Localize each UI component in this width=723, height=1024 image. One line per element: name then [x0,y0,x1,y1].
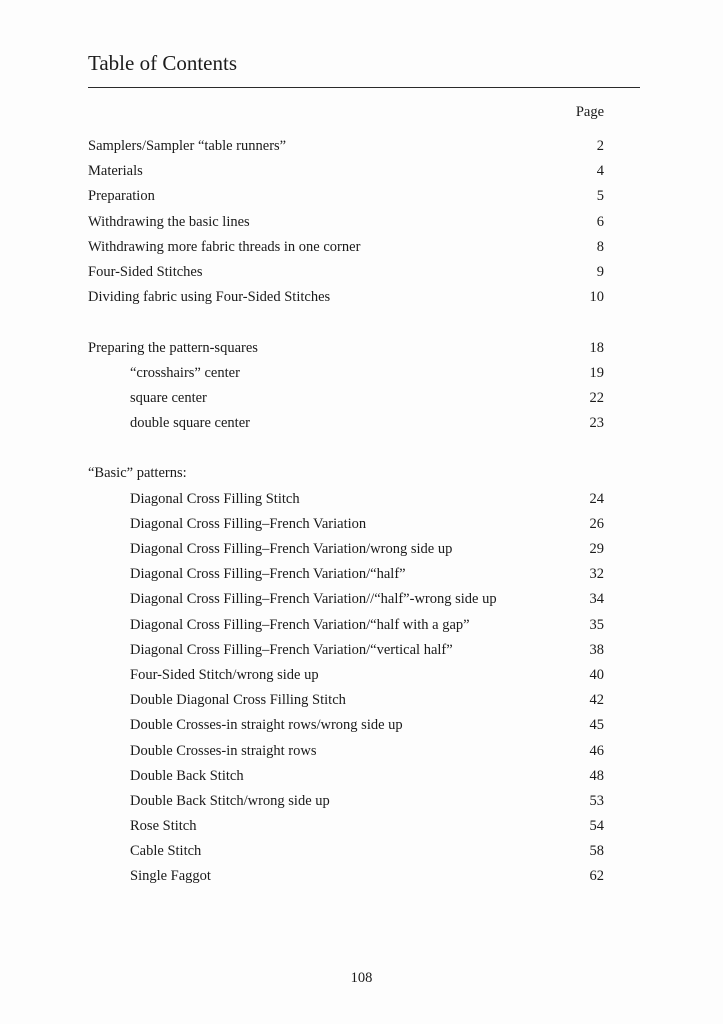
toc-subentry[interactable] [88,715,604,740]
toc-entry-title: Double Crosses-in straight rows [130,742,317,759]
toc-entry[interactable] [88,338,604,363]
toc-entry[interactable] [88,212,604,237]
toc-subentry[interactable] [88,514,604,539]
toc-subentry[interactable] [88,564,604,589]
table-of-contents [88,136,604,892]
toc-subentry[interactable] [88,816,604,841]
toc-entry-page: 10 [589,289,604,306]
toc-entry-page: 53 [589,792,604,809]
toc-entry-page: 62 [589,868,604,885]
toc-subentry[interactable] [88,866,604,891]
toc-entry-title: Materials [88,163,143,180]
toc-entry[interactable] [88,136,604,161]
section-spacer [88,438,604,463]
toc-subentry[interactable] [88,363,604,388]
toc-entry-title: Four-Sided Stitches [88,263,203,280]
toc-entry-page: 46 [589,742,604,759]
section-spacer [88,312,604,337]
toc-entry-page: 18 [589,339,604,356]
toc-entry-page: 40 [589,666,604,683]
toc-entry-page: 42 [589,692,604,709]
toc-entry-page: 32 [589,566,604,583]
toc-entry-page: 5 [596,188,604,205]
toc-entry-title: Preparing the pattern-squares [88,339,258,356]
toc-entry-title: Diagonal Cross Filling Stitch [130,490,300,507]
toc-subentry[interactable] [88,841,604,866]
toc-entry-title: Rose Stitch [130,818,197,835]
toc-subentry[interactable] [88,665,604,690]
toc-entry-title: Withdrawing more fabric threads in one corner [88,238,361,255]
toc-subentry[interactable] [88,690,604,715]
toc-entry-title: Samplers/Sampler “table runners” [88,138,287,154]
toc-subentry[interactable] [88,766,604,791]
toc-entry-title: Diagonal Cross Filling–French Variation/wrong side up [130,541,453,557]
toc-subentry[interactable] [88,640,604,665]
toc-entry-title: Diagonal Cross Filling–French Variation/“vertical half” [130,641,453,658]
toc-entry-title: Diagonal Cross Filling–French Variation/“half” [130,566,406,583]
toc-entry-page: 54 [589,818,604,835]
toc-entry-title: Double Crosses-in straight rows/wrong side up [130,717,403,734]
toc-entry-page: 23 [589,415,604,432]
toc-entry-title: Dividing fabric using Four-Sided Stitches [88,289,331,306]
toc-entry-title: Diagonal Cross Filling–French Variation/“half with a gap” [130,616,470,633]
toc-entry-title: Cable Stitch [130,843,202,860]
page-number: 108 [350,970,373,986]
toc-entry-page: 35 [589,616,604,633]
toc-subentry[interactable] [88,615,604,640]
toc-entry-page: 2 [596,138,604,154]
toc-entry[interactable] [88,287,604,312]
toc-entry-page: 26 [589,515,604,532]
title-divider [88,87,640,88]
toc-entry-page: 45 [589,717,604,734]
toc-subentry[interactable] [88,489,604,514]
toc-entry-title: Double Back Stitch/wrong side up [130,792,330,809]
toc-entry-title: Single Faggot [130,868,211,885]
toc-entry-title: Diagonal Cross Filling–French Variation [130,515,367,532]
page-column-header: Page [575,104,604,120]
toc-entry[interactable] [88,186,604,211]
toc-entry-title: Preparation [88,188,155,205]
page-title: Table of Contents [88,51,237,75]
toc-entry-page: 38 [589,641,604,658]
toc-entry-page: 8 [596,238,604,255]
toc-entry-page: 58 [589,843,604,860]
toc-subentry[interactable] [88,589,604,614]
toc-entry-page: 34 [589,591,604,608]
toc-entry-title: Withdrawing the basic lines [88,213,250,230]
toc-entry-page: 22 [589,389,604,406]
toc-entry-page: 29 [589,541,604,557]
toc-subentry[interactable] [88,539,604,564]
toc-entry-page: 6 [596,213,604,230]
toc-entry-title: square center [130,389,207,406]
toc-entry[interactable] [88,262,604,287]
toc-entry[interactable] [88,237,604,262]
toc-entry-title: “crosshairs” center [130,364,240,381]
toc-entry-title: Diagonal Cross Filling–French Variation//“half”-wrong side up [130,591,497,608]
toc-entry-page: 4 [596,163,604,180]
toc-entry-page: 48 [589,767,604,784]
toc-entry-page: 9 [596,263,604,280]
toc-entry-page: 19 [589,364,604,381]
toc-entry[interactable] [88,161,604,186]
toc-subentry[interactable] [88,388,604,413]
toc-entry-title: Double Diagonal Cross Filling Stitch [130,692,346,709]
toc-subentry[interactable] [88,741,604,766]
toc-entry-page: 24 [589,490,604,507]
toc-subentry[interactable] [88,791,604,816]
toc-subentry[interactable] [88,413,604,438]
toc-entry-title: Double Back Stitch [130,767,244,784]
toc-entry-title: double square center [130,415,250,432]
toc-entry-title: Four-Sided Stitch/wrong side up [130,666,319,683]
section-heading-basic-patterns: “Basic” patterns: [88,465,187,482]
